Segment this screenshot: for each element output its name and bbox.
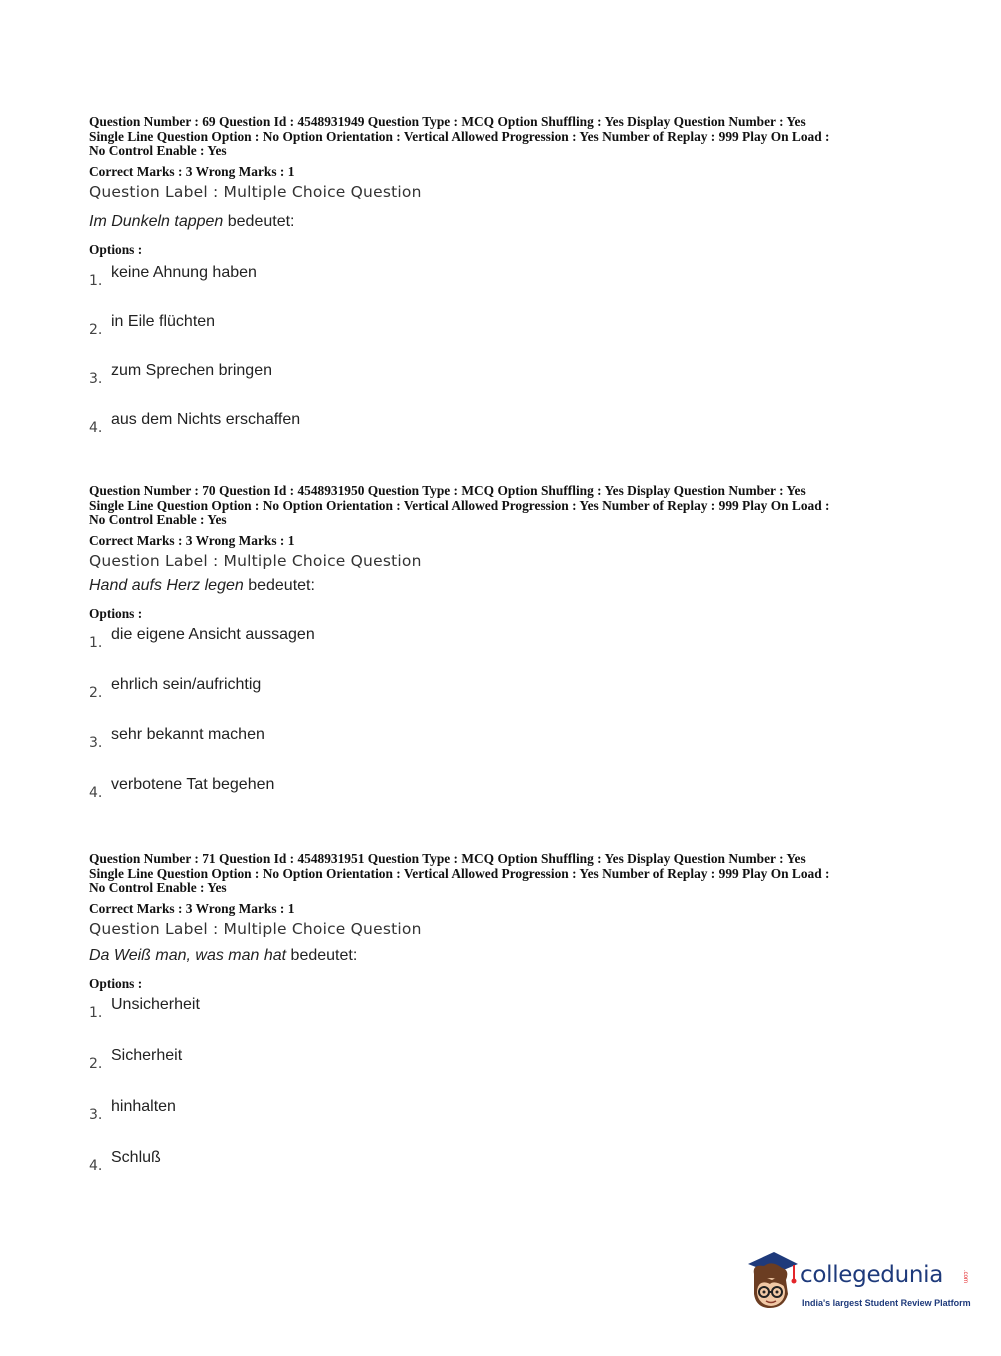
logo-wordmark: collegedunia — [800, 1262, 944, 1288]
option-text: Unsicherheit — [111, 995, 200, 1013]
option-number: 2. — [89, 1055, 103, 1072]
stem-idiom: Hand aufs Herz legen — [89, 576, 244, 594]
meta-line: Single Line Question Option : No Option Orientation : Vertical Allowed Progression : Yes Number of Replay : 999 Play On Load : — [89, 497, 830, 513]
option-text: die eigene Ansicht aussagen — [111, 625, 315, 643]
collegedunia-logo[interactable] — [744, 1248, 974, 1318]
option-3[interactable] — [89, 362, 919, 411]
option-text: verbotene Tat begehen — [111, 775, 275, 793]
option-1[interactable] — [89, 996, 919, 1047]
option-text: keine Ahnung haben — [111, 263, 257, 281]
option-number: 2. — [89, 321, 103, 338]
meta-line: Single Line Question Option : No Option Orientation : Vertical Allowed Progression : Yes Number of Replay : 999 Play On Load : — [89, 128, 830, 144]
option-number: 4. — [89, 419, 103, 436]
question-label: Question Label : Multiple Choice Question — [89, 551, 422, 570]
option-text: in Eile flüchten — [111, 312, 216, 330]
option-text: aus dem Nichts erschaffen — [111, 410, 301, 428]
option-4[interactable] — [89, 411, 919, 460]
stem-rest: bedeutet: — [243, 576, 315, 594]
option-number: 3. — [89, 734, 103, 751]
meta-line: Question Number : 71 Question Id : 4548931951 Question Type : MCQ Option Shuffling : Yes Display Question Number : Yes — [89, 851, 806, 866]
option-text: sehr bekannt machen — [111, 725, 265, 743]
option-2[interactable] — [89, 1047, 919, 1098]
option-number: 1. — [89, 1004, 103, 1021]
option-number: 4. — [89, 784, 103, 801]
stem-idiom: Da Weiß man, was man hat — [89, 946, 287, 964]
options-heading: Options : — [89, 975, 143, 991]
option-number: 1. — [89, 634, 103, 651]
meta-line: Question Number : 69 Question Id : 4548931949 Question Type : MCQ Option Shuffling : Yes Display Question Number : Yes — [89, 114, 806, 129]
meta-line: Question Number : 70 Question Id : 4548931950 Question Type : MCQ Option Shuffling : Yes Display Question Number : Yes — [89, 483, 806, 498]
option-1[interactable] — [89, 626, 919, 676]
question-block-69 — [89, 115, 919, 460]
stem-rest: bedeutet: — [223, 212, 295, 230]
question-block-70 — [89, 484, 919, 826]
option-text: Sicherheit — [111, 1046, 183, 1064]
option-1[interactable] — [89, 264, 919, 313]
options-heading: Options : — [89, 605, 143, 621]
option-number: 4. — [89, 1157, 103, 1174]
option-text: zum Sprechen bringen — [111, 361, 272, 379]
stem-idiom: Im Dunkeln tappen — [89, 212, 224, 230]
option-text: ehrlich sein/aufrichtig — [111, 675, 262, 693]
option-3[interactable] — [89, 726, 919, 776]
question-stem — [89, 577, 919, 595]
question-block-71 — [89, 852, 919, 1200]
option-4[interactable] — [89, 776, 919, 826]
mascot-icon — [744, 1250, 800, 1314]
question-stem — [89, 947, 919, 965]
option-text: hinhalten — [111, 1097, 176, 1115]
question-meta — [89, 852, 919, 896]
option-4[interactable] — [89, 1149, 919, 1200]
option-2[interactable] — [89, 676, 919, 726]
option-number: 3. — [89, 1106, 103, 1123]
option-text: Schluß — [111, 1148, 161, 1166]
logo-tagline: India's largest Student Review Platform — [802, 1298, 971, 1308]
option-2[interactable] — [89, 313, 919, 362]
meta-line: No Control Enable : Yes — [89, 143, 227, 158]
option-number: 3. — [89, 370, 103, 387]
meta-line: Single Line Question Option : No Option Orientation : Vertical Allowed Progression : Yes Number of Replay : 999 Play On Load : — [89, 865, 830, 881]
question-meta — [89, 115, 919, 159]
options-list — [89, 264, 919, 460]
option-number: 2. — [89, 684, 103, 701]
question-marks: Correct Marks : 3 Wrong Marks : 1 — [89, 532, 295, 548]
options-list — [89, 626, 919, 826]
options-list — [89, 996, 919, 1200]
question-marks: Correct Marks : 3 Wrong Marks : 1 — [89, 163, 295, 179]
question-marks: Correct Marks : 3 Wrong Marks : 1 — [89, 900, 295, 916]
question-label: Question Label : Multiple Choice Question — [89, 919, 422, 938]
option-number: 1. — [89, 272, 103, 289]
meta-line: No Control Enable : Yes — [89, 512, 227, 527]
question-label: Question Label : Multiple Choice Question — [89, 182, 422, 201]
question-meta — [89, 484, 919, 528]
question-stem — [89, 213, 919, 231]
meta-line: No Control Enable : Yes — [89, 880, 227, 895]
stem-rest: bedeutet: — [286, 946, 358, 964]
options-heading: Options : — [89, 241, 143, 257]
option-3[interactable] — [89, 1098, 919, 1149]
logo-suffix: .com — [962, 1270, 968, 1284]
